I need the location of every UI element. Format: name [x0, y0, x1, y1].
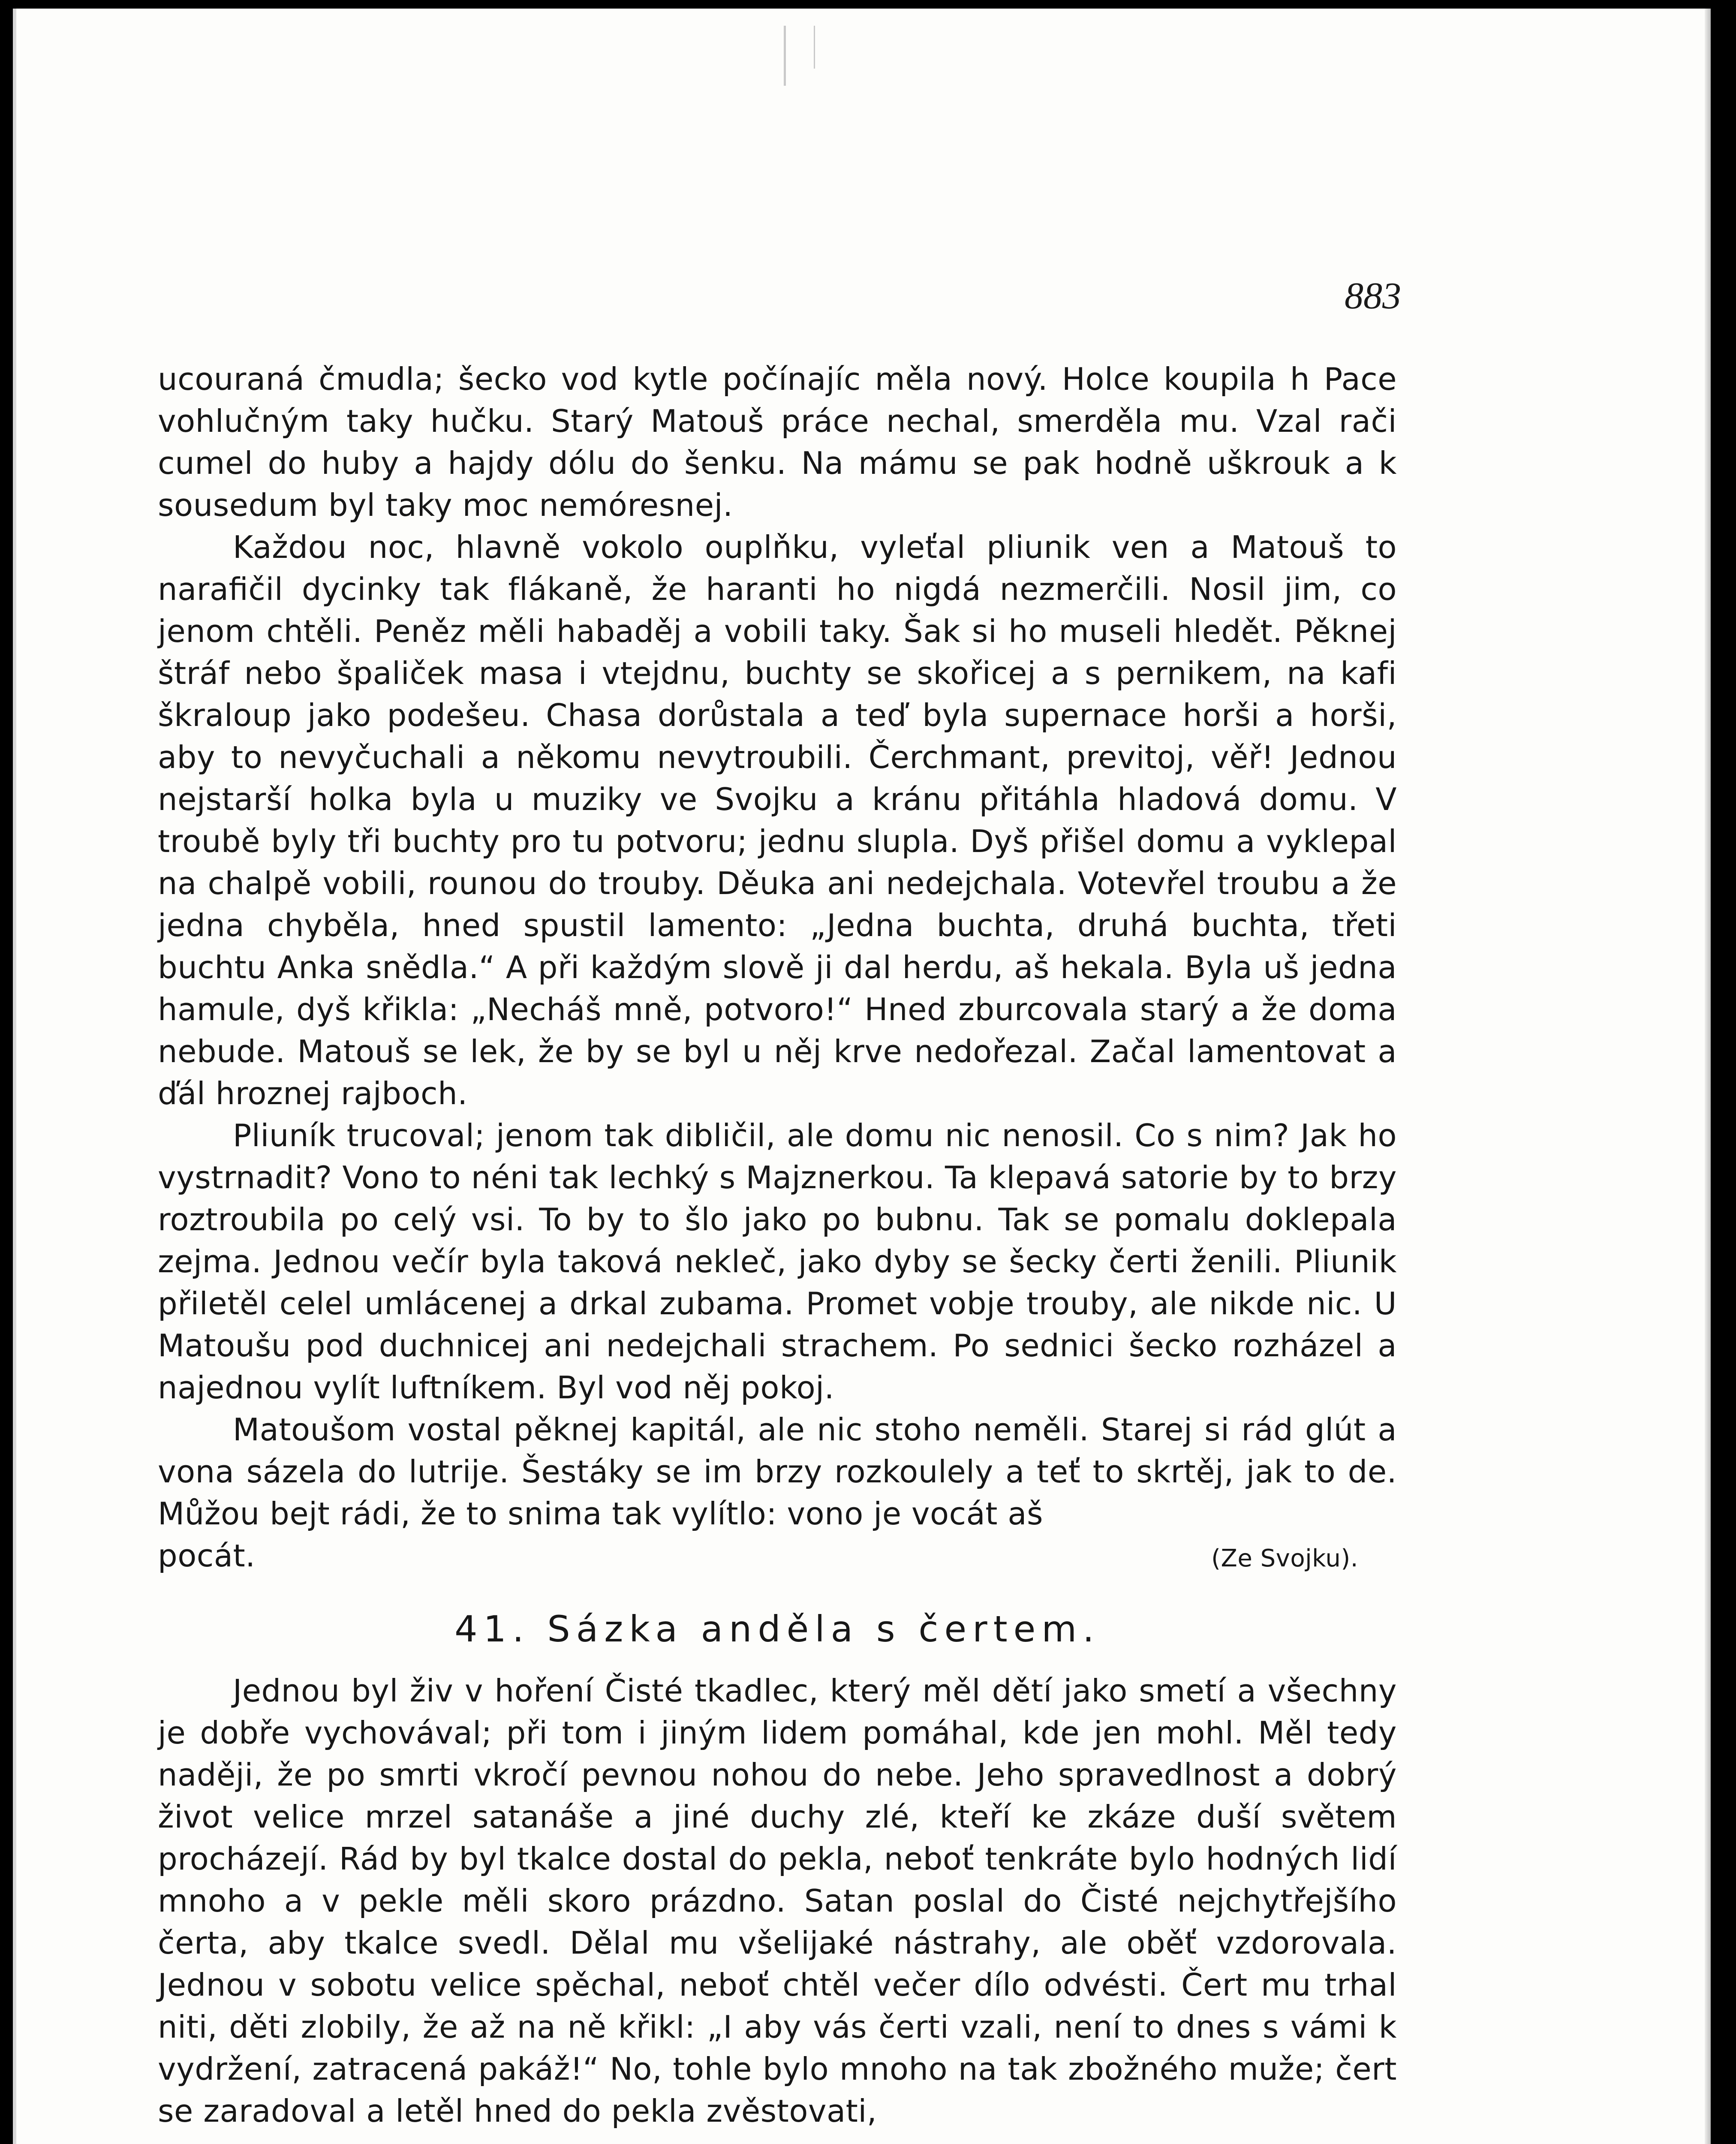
section-title: 41. Sázka anděla s čertem. — [454, 1608, 1100, 1650]
paragraph: Každou noc, hlavně vokolo ouplňku, vyleťal pliunik ven a Matouš to naraﬁčil dycinky tak flákaně, že haranti ho nigdá nezmerčili. Nosil jim, co jenom chtěli. Peněz měli habaděj a vobili taky. Šak si ho museli hledět. Pěknej štráf nebo špaliček masa i vtejdnu, buchty se skořicej a s pernikem, na kafi škraloup jako podešeu. Chasa dorůstala a teď byla supernace horši a horši, aby to nevyčuchali a někomu nevytroubili. Čerchmant, previtoj, věř! Jednou nejstarší holka byla u muziky ve Svojku a kránu přitáhla hladová domu. V troubě byly tři buchty pro tu potvoru; jednu slupla. Dyš přišel domu a vyklepal na chalpě vobili, rounou do trouby. Děuka ani nedejchala. Votevřel troubu a že jedna chyběla, hned spustil lamento: „Jedna buchta, druhá buchta, třeti buchtu Anka snědla.“ A při každým slově ji dal herdu, aš hekala. Byla uš jedna hamule, dyš křikla: „Necháš mně, potvoro!“ Hned zburcovala starý a že doma nebude. Matouš se lek, že by se byl u něj krve nedořezal. Začal lamentovat a ďál hroznej rajboch. — [158, 529, 1397, 1111]
paragraph: Jednou byl živ v hoření Čisté tkadlec, který měl dětí jako smetí a všechny je dobře vychovával; při tom i jiným lidem pomáhal, kde jen mohl. Měl tedy naději, že po smrti vkročí pevnou nohou do nebe. Jeho spravedlnost a dobrý život velice mrzel satanáše a jiné duchy zlé, kteří ke zkáze duší světem procházejí. Rád by byl tkalce dostal do pekla, neboť tenkráte bylo hodných lidí mnoho a v pekle měli skoro prázdno. Satan poslal do Čisté nejchytřejšího čerta, aby tkalce svedl. Dělal mu všelijaké nástrahy, ale oběť vzdorovala. Jednou v sobotu velice spěchal, neboť chtěl večer dílo odvésti. Čert mu trhal niti, děti zlobily, že až na ně křikl: „I aby vás čerti vzali, není to dnes s vámi k vydržení, zatracená pakáž!“ No, tohle bylo mnoho na tak zbožného muže; čert se zaradoval a letěl hned do pekla zvěstovati, — [158, 1673, 1397, 2129]
scan-mark — [784, 26, 786, 86]
paragraph: Matoušom vostal pěknej kapitál, ale nic stoho neměli. Starej si rád glút a vona sázela do lutrije. Šestáky se im brzy rozkoulely a teť to skrtěj, jak to de. Můžou bejt rádi, že to snima tak vylítlo: vono je vocát aš — [158, 1412, 1397, 1532]
book-page — [13, 9, 1711, 2144]
closing-line — [158, 1535, 1397, 1580]
body-text — [158, 358, 1397, 2132]
source-note: (Ze Svojku). — [1211, 1545, 1358, 1572]
page-number: 883 — [1345, 275, 1401, 317]
scan-mark — [814, 26, 815, 69]
paragraph: Pliuník trucoval; jenom tak dibličil, ale domu nic nenosil. Co s nim? Jak ho vystrnadit? Vono to néni tak lechký s Majznerkou. Ta klepavá satorie by to brzy roztroubila po celý vsi. To by to šlo jako po bubnu. Tak se pomalu doklepala zejma. Jednou večír byla taková nekleč, jako dyby se šecky čerti ženili. Pliunik přiletěl celel umlácenej a drkal zubama. Promet vobje trouby, ale nikde nic. U Matoušu pod duchnicej ani nedejchali strachem. Po sednici šecko rozházel a najednou vylít luftníkem. Byl vod něj pokoj. — [158, 1117, 1397, 1406]
closing-word: pocát. — [158, 1538, 256, 1574]
paragraph: ucouraná čmudla; šecko vod kytle počínajíc měla nový. Holce koupila h Pace vohlučným taky hučku. Starý Matouš práce nechal, smerděla mu. Vzal rači cumel do huby a hajdy dólu do šenku. Na mámu se pak hodně uškrouk a k sousedum byl taky moc nemóresnej. — [158, 361, 1397, 523]
page-edge-shadow — [1705, 9, 1711, 2144]
